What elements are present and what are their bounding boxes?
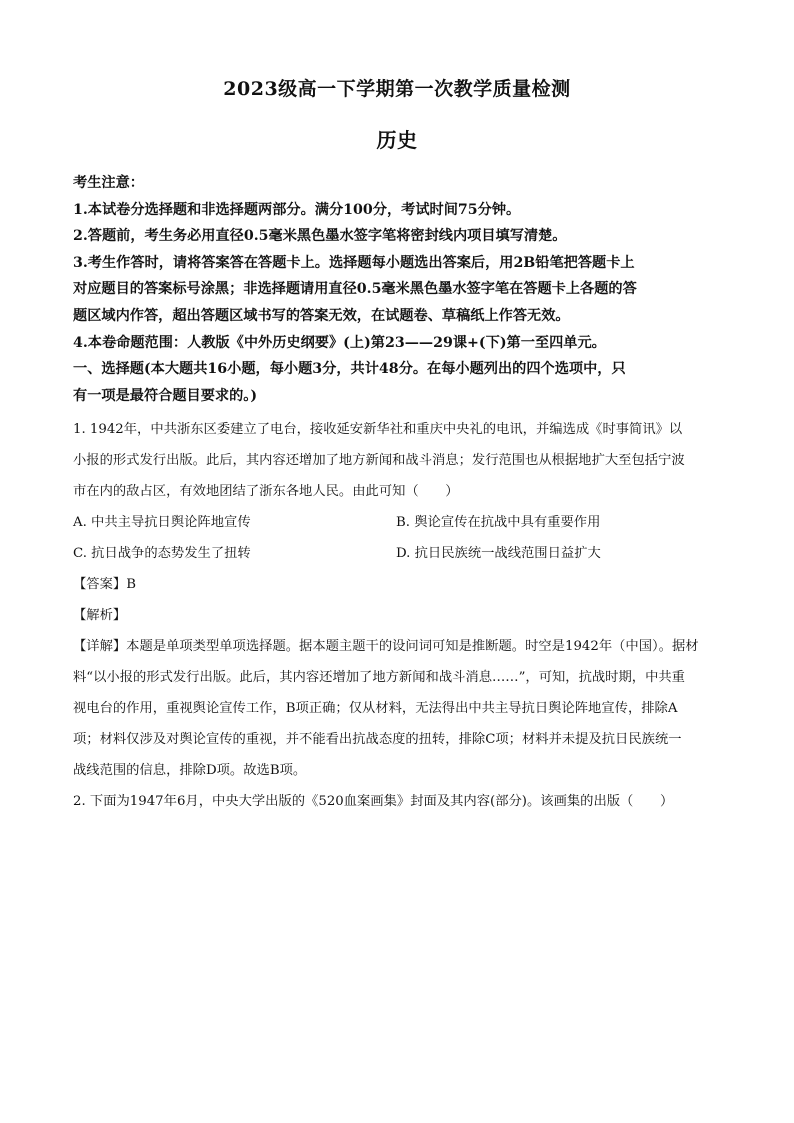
option-d: D. 抗日民族统一战线范围日益扩大: [396, 546, 601, 561]
question1-stem: 小报的形式发行出版。此后，其内容还增加了地方新闻和战斗消息；发行范围也从根据地扩大至包括宁波: [73, 453, 685, 468]
detail-line: 【详解】本题是单项类型单项选择题。据本题主题干的设问词可知是推断题。时空是1942年（中国）。据材: [73, 639, 699, 654]
question2-stem: 2. 下面为1947年6月，中央大学出版的《520血案画集》封面及其内容(部分)。该画集的出版（ ）: [73, 794, 674, 809]
answer-value: B: [126, 577, 136, 592]
question1-stem: 1. 1942年，中共浙东区委建立了电台，接收延安新华社和重庆中央礼的电讯，并编选成《时事简讯》以: [73, 422, 683, 437]
notice-line: 对应题目的答案标号涂黑；非选择题请用直径0.5毫米黑色墨水签字笔在答题卡上各题的答: [73, 281, 637, 298]
answer-label: 【答案】: [73, 577, 127, 592]
notice-line: 4.本卷命题范围：人教版《中外历史纲要》(上)第23——29课+(下)第一至四单元。: [73, 334, 606, 351]
option-a: A. 中共主导抗日舆论阵地宣传: [73, 515, 251, 530]
detail-line: 项；材料仅涉及对舆论宣传的重视，并不能看出抗战态度的扭转，排除C项；材料并未提及抗日民族统一: [73, 732, 682, 747]
section-heading: 一、选择题(本大题共16小题，每小题3分，共计48分。在每小题列出的四个选项中，只: [73, 361, 626, 378]
notice-line: 2.答题前，考生务必用直径0.5毫米黑色墨水签字笔将密封线内项目填写清楚。: [73, 228, 567, 245]
option-b: B. 舆论宣传在抗战中具有重要作用: [396, 515, 601, 530]
notice-line: 题区域内作答，超出答题区域书写的答案无效，在试题卷、草稿纸上作答无效。: [73, 307, 570, 324]
detail-line: 料“以小报的形式发行出版。此后，其内容还增加了地方新闻和战斗消息……”，可知，抗战时期，中共重: [73, 670, 685, 685]
notice-line: 1.本试卷分选择题和非选择题两部分。满分100分，考试时间75分钟。: [73, 201, 521, 218]
option-c: C. 抗日战争的态势发生了扭转: [73, 546, 251, 561]
section-heading: 有一项是最符合题目要求的。): [73, 387, 258, 404]
notice-heading: 考生注意：: [73, 175, 144, 191]
question-section: [73, 414, 723, 817]
notice-line: 3.考生作答时，请将答案答在答题卡上。选择题每小题选出答案后，用2B铅笔把答题卡上: [73, 254, 635, 271]
answer-line: [73, 569, 723, 600]
detail-line: 战线范围的信息，排除D项。故选B项。: [73, 763, 307, 778]
question1-stem: 市在内的敌占区，有效地团结了浙东各地人民。由此可知（ ）: [73, 484, 459, 499]
subject-title: 历史: [376, 128, 418, 152]
options-row: [73, 507, 723, 538]
detail-line: 视电台的作用，重视舆论宣传工作，B项正确；仅从材料，无法得出中共主导抗日舆论阵地宣传，排除A: [73, 701, 678, 716]
options-row: [73, 538, 723, 569]
exam-title: 2023级高一下学期第一次教学质量检测: [223, 78, 571, 100]
analysis-label: 【解析】: [73, 608, 127, 623]
exam-notice: [73, 170, 723, 409]
